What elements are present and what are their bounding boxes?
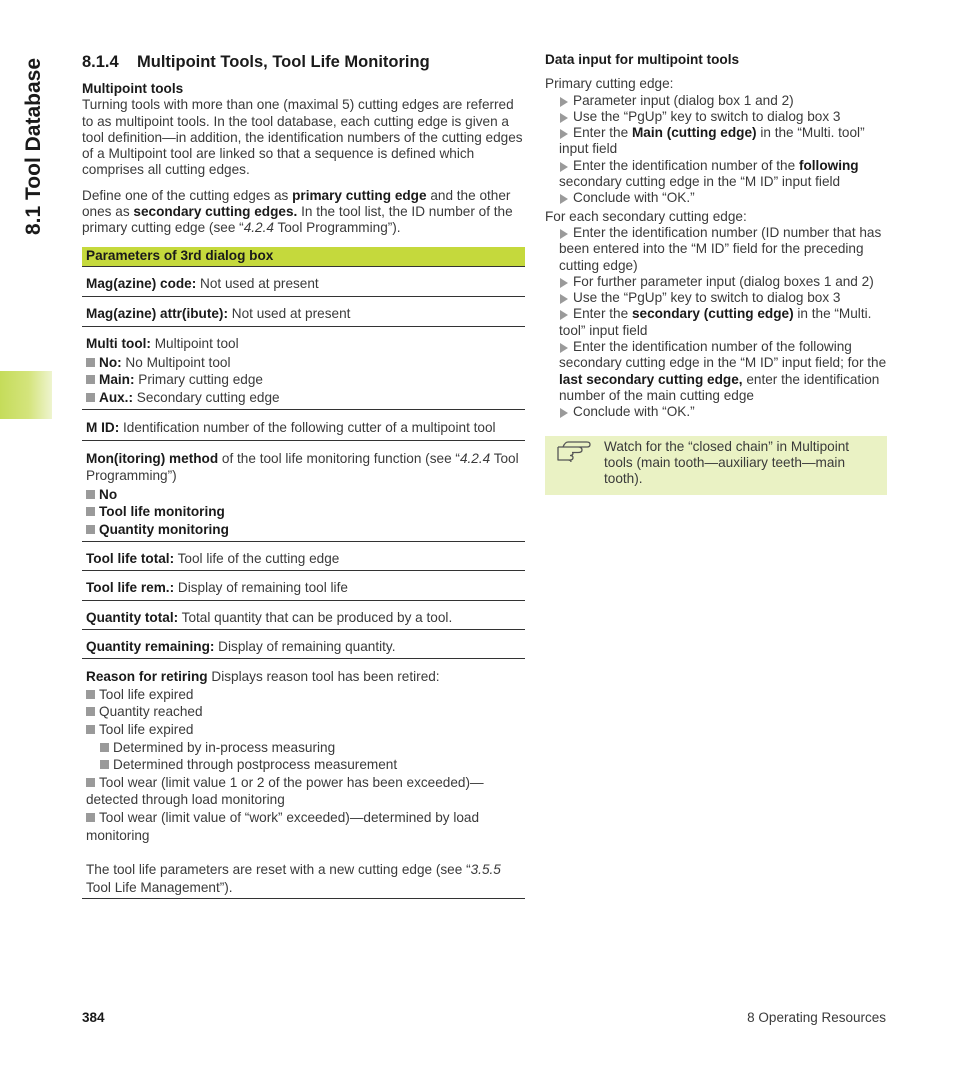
cross-reference: 4.2.4 bbox=[459, 450, 491, 466]
triangle-arrow-icon bbox=[560, 343, 568, 353]
square-bullet-icon bbox=[86, 813, 95, 822]
sidebar-chapter-title: 8.1 Tool Database bbox=[22, 57, 45, 235]
text-run: and the other ones as bbox=[82, 187, 511, 220]
item-text: Primary cutting edge bbox=[134, 372, 263, 388]
param-label: Mag(azine) code: bbox=[86, 275, 197, 291]
list-item bbox=[86, 354, 521, 372]
item-text: Tool life expired bbox=[99, 686, 194, 702]
triangle-arrow-icon bbox=[560, 129, 568, 139]
table-row-m-id bbox=[82, 409, 525, 440]
step-text: Enter the identification number (ID number that has been entered into the “M ID” field for the preceding cutting edge) bbox=[559, 224, 882, 273]
param-text: Display of remaining quantity. bbox=[214, 638, 396, 654]
param-label: Mon(itoring) method bbox=[86, 450, 219, 466]
item-label: Aux.: bbox=[99, 389, 133, 405]
triangle-arrow-icon bbox=[560, 408, 568, 418]
data-input-subheading: Data input for multipoint tools bbox=[545, 52, 740, 67]
note-text: Watch for the “closed chain” in Multipoint tools (main tooth—auxiliary teeth—main tooth). bbox=[604, 438, 850, 487]
text-run: Enter the bbox=[573, 306, 632, 322]
param-label: Quantity remaining: bbox=[86, 638, 215, 654]
param-label: Tool life total: bbox=[86, 551, 175, 567]
step-text: For further parameter input (dialog boxes 1 and 2) bbox=[573, 273, 874, 289]
sub-list-item bbox=[86, 739, 521, 757]
triangle-arrow-icon bbox=[560, 294, 568, 304]
triangle-arrow-icon bbox=[560, 194, 568, 204]
item-text: Determined through postprocess measurement bbox=[113, 757, 398, 773]
cross-reference: 4.2.4 bbox=[243, 220, 274, 236]
step-item bbox=[545, 339, 887, 404]
param-text: Tool Programming”) bbox=[86, 450, 519, 484]
left-column bbox=[82, 52, 525, 899]
square-bullet-icon bbox=[86, 490, 95, 499]
item-text: Quantity reached bbox=[99, 704, 203, 720]
text-run: in the “Multi. tool” input field bbox=[559, 125, 865, 157]
parameters-table bbox=[82, 247, 525, 900]
square-bullet-icon bbox=[86, 707, 95, 716]
square-bullet-icon bbox=[86, 725, 95, 734]
param-text: Tool life of the cutting edge bbox=[174, 551, 340, 567]
triangle-arrow-icon bbox=[560, 310, 568, 320]
table-row-quantity-remaining bbox=[82, 629, 525, 658]
item-text: Tool wear (limit value of “work” exceeded)—determined by load monitoring bbox=[86, 810, 480, 843]
param-text: Multipoint tool bbox=[150, 336, 239, 352]
bold-term: primary cutting edge bbox=[292, 187, 427, 203]
square-bullet-icon bbox=[86, 507, 95, 516]
step-text: Conclude with “OK.” bbox=[573, 190, 695, 206]
text-run: In the tool list, the ID number of the primary cutting edge (see “ bbox=[82, 204, 513, 236]
item-text: Tool wear (limit value 1 or 2 of the power has been exceeded)—detected through load monitoring bbox=[86, 774, 484, 808]
sub-list-item bbox=[86, 756, 521, 774]
step-text bbox=[559, 306, 887, 339]
param-text: Display of remaining tool life bbox=[174, 580, 348, 596]
square-bullet-icon bbox=[100, 743, 109, 752]
step-item bbox=[545, 125, 887, 158]
square-bullet-icon bbox=[86, 525, 95, 534]
step-text: Use the “PgUp” key to switch to dialog box 3 bbox=[573, 290, 841, 306]
item-label: Main: bbox=[99, 372, 135, 388]
table-row-tool-life-rem bbox=[82, 570, 525, 599]
table-row-multi-tool bbox=[82, 326, 525, 409]
param-label: Tool life rem.: bbox=[86, 580, 175, 596]
bold-term: secondary cutting edges. bbox=[133, 204, 298, 220]
text-run: Enter the identification number of the bbox=[573, 157, 799, 173]
section-number: 8.1.4 bbox=[82, 53, 119, 71]
list-item bbox=[86, 503, 521, 521]
step-item bbox=[545, 158, 887, 191]
triangle-arrow-icon bbox=[560, 113, 568, 123]
text-run: Define one of the cutting edges as bbox=[82, 187, 293, 203]
step-text: Parameter input (dialog box 1 and 2) bbox=[573, 92, 794, 108]
list-item bbox=[86, 686, 521, 704]
list-item bbox=[86, 703, 521, 721]
bold-term: last secondary cutting edge, bbox=[559, 371, 743, 387]
bold-term: Main (cutting edge) bbox=[631, 125, 757, 141]
step-text: Use the “PgUp” key to switch to dialog box 3 bbox=[573, 108, 841, 124]
table-bottom-rule bbox=[82, 898, 525, 899]
page-number: 384 bbox=[82, 1010, 105, 1025]
table-header: Parameters of 3rd dialog box bbox=[82, 247, 525, 266]
table-row-quantity-total bbox=[82, 600, 525, 629]
table-row-reason bbox=[82, 658, 525, 898]
text-run: Tool Life Management”). bbox=[86, 879, 233, 895]
list-item bbox=[86, 486, 521, 504]
text-run: The tool life parameters are reset with a new cutting edge (see “ bbox=[86, 862, 471, 878]
pointing-hand-icon bbox=[556, 440, 592, 468]
step-text: Conclude with “OK.” bbox=[573, 404, 695, 420]
step-text bbox=[559, 125, 887, 158]
bold-term: secondary (cutting edge) bbox=[631, 306, 794, 322]
list-item bbox=[86, 774, 521, 809]
list-item bbox=[86, 371, 521, 389]
param-text: Displays reason tool has been retired: bbox=[207, 669, 440, 685]
item-text: No Multipoint tool bbox=[121, 354, 231, 370]
square-bullet-icon bbox=[86, 375, 95, 384]
param-text: of the tool life monitoring function (see “ bbox=[218, 450, 460, 466]
table-row-mag-attr bbox=[82, 296, 525, 326]
square-bullet-icon bbox=[86, 358, 95, 367]
chapter-tab-marker bbox=[0, 371, 52, 419]
text-run: enter the identification number of the main cutting edge bbox=[559, 371, 880, 403]
step-item bbox=[545, 190, 887, 206]
table-row-tool-life-total bbox=[82, 541, 525, 570]
step-item bbox=[545, 404, 887, 420]
square-bullet-icon bbox=[86, 393, 95, 402]
param-text: Not used at present bbox=[227, 305, 351, 321]
param-label: Multi tool: bbox=[86, 336, 151, 352]
intro-paragraph: Turning tools with more than one (maximal 5) cutting edges are referred to as multipoint tools. In the tool database, each cutting edge is given a tool definition—in addition, the identification numbers of the cutting edges of a Multipoint tool are linked so that a sequence is defined which comprises all cutting edges. bbox=[82, 97, 523, 178]
footer-chapter: 8 Operating Resources bbox=[747, 1010, 886, 1025]
text-run: Enter the bbox=[573, 125, 632, 141]
param-label: Quantity total: bbox=[86, 609, 179, 625]
text-run: Tool Programming”). bbox=[273, 220, 401, 236]
list-item bbox=[86, 721, 521, 739]
table-row-monitoring bbox=[82, 440, 525, 542]
step-item bbox=[545, 93, 887, 109]
step-item bbox=[545, 290, 887, 306]
primary-edge-paragraph bbox=[82, 188, 525, 237]
list-item bbox=[86, 809, 521, 844]
item-label: Quantity monitoring bbox=[99, 521, 229, 537]
param-text: Identification number of the following cutter of a multipoint tool bbox=[119, 420, 496, 436]
item-text: Determined by in-process measuring bbox=[113, 739, 336, 755]
step-text bbox=[559, 158, 887, 191]
text-run: in the “Multi. tool” input field bbox=[559, 306, 872, 338]
bold-term: following bbox=[798, 157, 859, 173]
table-row-mag-code bbox=[82, 266, 525, 296]
secondary-intro: For each secondary cutting edge: bbox=[545, 208, 747, 224]
param-text: Total quantity that can be produced by a tool. bbox=[178, 609, 453, 625]
step-item bbox=[545, 306, 887, 339]
item-text: Tool life expired bbox=[99, 722, 194, 738]
param-text: Not used at present bbox=[196, 275, 319, 291]
param-label: M ID: bbox=[86, 420, 120, 436]
list-item bbox=[86, 521, 521, 542]
item-label: Tool life monitoring bbox=[99, 504, 225, 520]
triangle-arrow-icon bbox=[560, 162, 568, 172]
square-bullet-icon bbox=[100, 760, 109, 769]
square-bullet-icon bbox=[86, 690, 95, 699]
item-label: No: bbox=[99, 354, 122, 370]
reset-note bbox=[86, 861, 521, 898]
text-run: secondary cutting edge in the “M ID” input field bbox=[559, 174, 841, 190]
note-box bbox=[545, 436, 887, 495]
step-item bbox=[545, 274, 887, 290]
triangle-arrow-icon bbox=[560, 229, 568, 239]
triangle-arrow-icon bbox=[560, 97, 568, 107]
step-item bbox=[545, 109, 887, 125]
triangle-arrow-icon bbox=[560, 278, 568, 288]
section-heading bbox=[82, 52, 525, 72]
param-label: Mag(azine) attr(ibute): bbox=[86, 305, 228, 321]
list-item bbox=[86, 389, 521, 410]
intro-subheading: Multipoint tools bbox=[82, 81, 184, 96]
text-run: Enter the identification number of the following secondary cutting edge in the “M ID” input field; for the bbox=[559, 339, 887, 371]
square-bullet-icon bbox=[86, 778, 95, 787]
primary-intro: Primary cutting edge: bbox=[545, 76, 674, 92]
step-text bbox=[559, 339, 887, 404]
param-label: Reason for retiring bbox=[86, 669, 208, 685]
item-text: Secondary cutting edge bbox=[132, 389, 280, 405]
item-label: No bbox=[99, 486, 118, 502]
section-title: Multipoint Tools, Tool Life Monitoring bbox=[137, 53, 430, 71]
step-item bbox=[545, 225, 887, 274]
right-column bbox=[545, 52, 887, 495]
cross-reference: 3.5.5 bbox=[470, 862, 501, 878]
